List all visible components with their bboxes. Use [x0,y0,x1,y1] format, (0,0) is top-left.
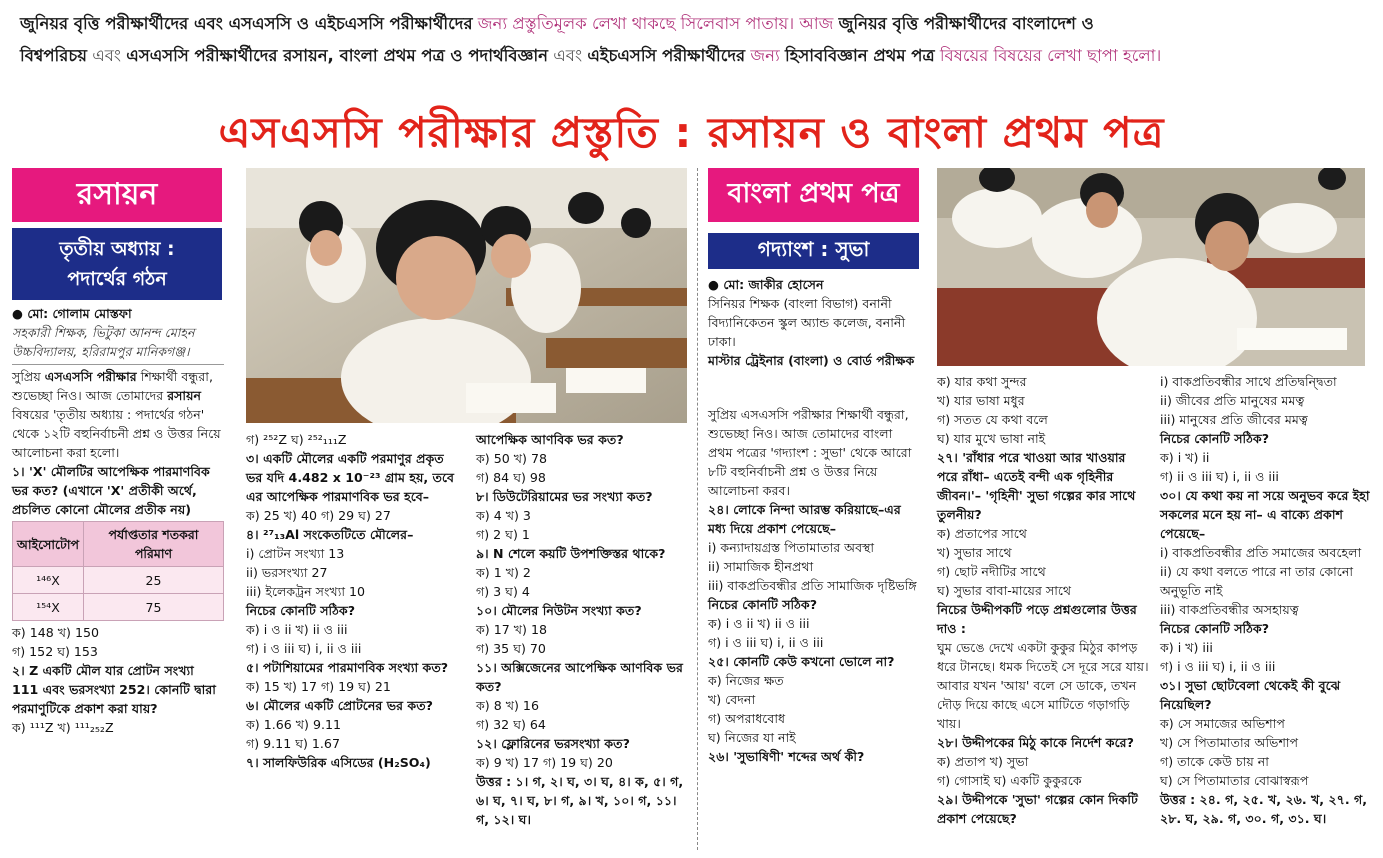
question-text: ২৭। 'রাঁধার পরে খাওয়া আর খাওয়ার পরে রাঁধা– এতেই বন্দী এক গৃহিনীর জীবন।'– 'গৃহিনী' সুভা গল্পের কার সাথে তুলনীয়? [937,450,1136,522]
question-text: নিচের কোনটি সঠিক? [246,603,355,618]
column-divider [697,168,698,850]
intro-text-run: এসএসসি পরীক্ষার্থীদের রসায়ন, বাংলা প্রথম পত্র ও পদার্থবিজ্ঞান [126,46,548,65]
question-text: ৩। একটি মৌলের একটি পরমাণুর প্রকৃত ভর যদি 4.482 x 10⁻²³ গ্রাম হয়, তবে এর আপেক্ষিক পারমাণবিক ভর হবে– [246,451,455,504]
table-cell: 75 [83,594,223,621]
question-text: ৩০। যে কথা কয় না সয়ে অনুভব করে ইহা সকলের মনে হয় না– এ বাক্যে প্রকাশ পেয়েছে– [1160,488,1370,541]
option-text: ক) সে সমাজের অভিশাপ [1160,716,1285,731]
option-text: ক) i খ) ii [1160,450,1210,465]
question-text: ৫। পটাশিয়ামের পারমাণবিক সংখ্যা কত? [246,660,449,675]
option-text: সুপ্রিয় এসএসসি পরীক্ষার শিক্ষার্থী বন্ধুরা, শুভেচ্ছা নিও। আজ তোমাদের বাংলা প্রথম পত্রের 'গদ্যাংশ : সুভা' থেকে আরো ৮টি বহুনির্বাচনী প্রশ্ন ও উত্তর নিয়ে আলোচনা করব। [708,407,912,498]
intro-text-run: এইচএসসি পরীক্ষার্থীদের [587,46,746,65]
intro-text-run: এবং [86,46,127,65]
chem-question-1: ১। 'X' মৌলটির আপেক্ষিক পারমাণবিক ভর কত? (এখানে 'X' প্রতীকী অর্থে, প্রচলিত কোনো মৌলের প্রতীক নয়) [12,464,210,517]
question-text: ৮। ডিউটেরিয়ামের ভর সংখ্যা কত? [476,489,653,504]
option-text: ক) প্রতাপের সাথে [937,526,1027,541]
option-text: i) প্রোটন সংখ্যা 13 [246,546,345,561]
option-text: ii) যে কথা বলতে পারে না তার কোনো অনুভূতি নাই [1160,564,1354,598]
intro-line-1 [20,8,1365,40]
option-text: ii) জীবের প্রতি মানুষের মমত্ব [1160,393,1305,408]
bangla-role: মাস্টার ট্রেইনার (বাংলা) ও বোর্ড পরীক্ষক [708,353,915,368]
question-text: ৬। মৌলের একটি প্রোটনের ভর কত? [246,698,433,713]
option-text: ii) ভরসংখ্যা 27 [246,565,328,580]
question-text: নিচের কোনটি সঠিক? [1160,621,1269,636]
question-text: ১১। অক্সিজেনের আপেক্ষিক আণবিক ভর কত? [476,660,683,694]
chem-affiliation: সহকারী শিক্ষক, ভিটুকা আনন্দ মোহন উচ্চবিদ্যালয়, হরিরামপুর মানিকগঞ্জ। [12,325,195,359]
option-text: ক) 1 খ) 2 [476,565,531,580]
option-text: গ) তাকে কেউ চায় না [1160,754,1269,769]
option-text: iii) বাকপ্রতিবন্ধীর অসহায়ত্ব [1160,602,1299,617]
option-text: গ) গোসাই ঘ) একটি কুকুরকে [937,773,1082,788]
intro-text-run: জন্য [745,46,786,65]
table-cell: ¹⁴⁶X [13,567,84,594]
question-text: ১০। মৌলের নিউটন সংখ্যা কত? [476,603,642,618]
question-text: নিচের উদ্দীপকটি পড়ে প্রশ্নগুলোর উত্তর দাও : [937,602,1137,636]
chem-q1-options: ক) 148 খ) 150 [12,625,99,640]
option-text: ক) i ও ii খ) ii ও iii [246,622,348,637]
option-text: গ) ii ও iii ঘ) i, ii ও iii [1160,469,1279,484]
bangla-subject-banner: বাংলা প্রথম পত্র [708,168,919,222]
option-text: i) বাকপ্রতিবন্ধীর প্রতি সমাজের অবহেলা [1160,545,1362,560]
chem-column-2 [246,430,458,772]
option-text: গ) অপরাধবোধ [708,711,786,726]
question-text: ২৫। কোনটি কেউ কখনো ভোলে না? [708,654,895,669]
option-text: ঘ) সে পিতামাতার বোঝাস্বরূপ [1160,773,1309,788]
answer-key: উত্তর : ২৪. গ, ২৫. খ, ২৬. খ, ২৭. গ, ২৮. ঘ, ২৯. গ, ৩০. গ, ৩১. ঘ। [1160,792,1368,826]
option-text: ক) 50 খ) 78 [476,451,547,466]
chem-q1-options: গ) 152 ঘ) 153 [12,644,98,659]
exam-hall-photo-1 [246,168,687,423]
option-text: গ) 32 ঘ) 64 [476,717,546,732]
chem-q2-options: ক) ¹¹¹Z খ) ¹¹¹₂₅₂Z [12,720,114,735]
option-text: খ) সুভার সাথে [937,545,1012,560]
option-text: iii) মানুষের প্রতি জীবের মমত্ব [1160,412,1308,427]
answer-key: উত্তর : ১। গ, ২। ঘ, ৩। ঘ, ৪। ক, ৫। গ, ৬। ঘ, ৭। ঘ, ৮। গ, ৯। খ, ১০। গ, ১১। গ, ১২। ঘ। [476,774,684,827]
option-text: ক) 4 খ) 3 [476,508,531,523]
table-cell: 25 [83,567,223,594]
bangla-affiliation: সিনিয়র শিক্ষক (বাংলা বিভাগ) বনানী বিদ্যানিকেতন স্কুল অ্যান্ড কলেজ, বনানী ঢাকা। [708,296,906,349]
option-text: গ) সতত যে কথা বলে [937,412,1048,427]
option-text: ঘুম ভেঙে দেখে একটা কুকুর মিঠুর কাপড় ধরে টানছে। ধমক দিতেই সে দূরে সরে যায়। আবার যখন 'আয়' বলে সে ডাকে, তখন দৌড় দিয়ে কাছে এসে মাটিতে গড়াগড়ি খায়। [937,640,1149,731]
question-text: আপেক্ষিক আণবিক ভর কত? [476,432,624,447]
question-text: ২৬। 'সুভাষিণী' শব্দের অর্থ কী? [708,749,865,764]
chem-subject-banner: রসায়ন [12,168,222,222]
question-text: নিচের কোনটি সঠিক? [708,597,817,612]
exam-hall-photo-2 [937,168,1365,366]
option-text: গ) i ও iii ঘ) i, ii ও iii [708,635,824,650]
intro-text-run: জন্য প্রস্তুতিমূলক লেখা থাকছে সিলেবাস পাতায়। আজ [472,14,839,33]
bangla-column-1 [708,405,919,766]
question-text: ২৮। উদ্দীপকের মিঠু কাকে নির্দেশ করে? [937,735,1134,750]
question-text: ৩১। সুভা ছোটবেলা থেকেই কী বুঝে নিয়েছিল? [1160,678,1341,712]
option-text: ঘ) সুভার বাবা-মায়ের সাথে [937,583,1072,598]
option-text: গ) ছোট নদীটির সাথে [937,564,1046,579]
table-row [13,567,224,594]
bangla-column-3 [1160,372,1372,828]
option-text: ক) i ও ii খ) ii ও iii [708,616,810,631]
question-text: ২৯। উদ্দীপকে 'সুভা' গল্পের কোন দিকটি প্রকাশ পেয়েছে? [937,792,1138,826]
option-text: ঘ) নিজের যা নাই [708,730,796,745]
option-text: গ) ²⁵²Z ঘ) ²⁵²₁₁₁Z [246,432,347,447]
table-header: আইসোটোপ [13,522,84,567]
option-text: গ) 35 ঘ) 70 [476,641,546,656]
intro-text [20,8,1365,72]
option-text: ক) 15 খ) 17 গ) 19 ঘ) 21 [246,679,391,694]
intro-text-run: বিশ্বপরিচয় [20,46,87,65]
option-text: ঘ) যার মুখে ভাষা নাই [937,431,1046,446]
option-text: ক) 8 খ) 16 [476,698,539,713]
option-text: গ) i ও iii ঘ) i, ii ও iii [246,641,362,656]
option-text: ক) নিজের ক্ষত [708,673,784,688]
chem-column-3 [476,430,688,829]
question-text: ২৪। লোকে নিন্দা আরম্ভ করিয়াছে–এর মধ্য দিয়ে প্রকাশ পেয়েছে– [708,502,901,536]
option-text: গ) 3 ঘ) 4 [476,584,530,599]
option-text: খ) সে পিতামাতার অভিশাপ [1160,735,1299,750]
page-headline: এসএসসি পরীক্ষার প্রস্তুতি : রসায়ন ও বাংলা প্রথম পত্র [218,108,1165,157]
table-header: পর্যাপ্ততার শতকরা পরিমাণ [83,522,223,567]
option-text: iii) বাকপ্রতিবন্ধীর প্রতি সামাজিক দৃষ্টিভঙ্গি [708,578,917,593]
intro-line-2 [20,40,1365,72]
option-text: গ) 9.11 ঘ) 1.67 [246,736,340,751]
intro-text-run: হিসাববিজ্ঞান প্রথম পত্র [785,46,935,65]
chem-intro-paragraph: সুপ্রিয় এসএসসি পরীক্ষার শিক্ষার্থী বন্ধুরা, শুভেচ্ছা নিও। আজ তোমাদের রসায়ন বিষয়ের 'তৃতীয় অধ্যায় : পদার্থের গঠন' থেকে ১২টি বহুনির্বাচনী প্রশ্ন ও উত্তর নিয়ে আলোচনা করা হলো। [12,369,221,460]
chem-author: ● মো: গোলাম মোস্তফা [12,306,132,321]
option-text: iii) ইলেকট্রন সংখ্যা 10 [246,584,366,599]
option-text: ক) যার কথা সুন্দর [937,374,1027,389]
intro-text-run: এবং [548,46,588,65]
option-text: i) বাকপ্রতিবন্ধীর সাথে প্রতিদ্বন্দ্বিতা [1160,374,1337,389]
table-cell: ¹⁵⁴X [13,594,84,621]
bangla-column-2 [937,372,1149,828]
intro-text-run: জুনিয়র বৃত্তি পরীক্ষার্থীদের বাংলাদেশ ও [838,14,1094,33]
chem-question-2: ২। Z একটি মৌল যার প্রোটন সংখ্যা 111 এবং ভরসংখ্যা 252। কোনটি দ্বারা পরমাণুটিকে প্রকাশ করা যায়? [12,663,216,716]
intro-text-run: জুনিয়র বৃত্তি পরীক্ষার্থীদের এবং এসএসসি ও এইচএসসি পরীক্ষার্থীদের [20,14,473,33]
question-text: ৯। N শেলে কয়টি উপশক্তিস্তর থাকে? [476,546,666,561]
option-text: গ) 2 ঘ) 1 [476,527,530,542]
option-text: ক) প্রতাপ খ) সুভা [937,754,1029,769]
option-text: ii) সামাজিক হীনপ্রথা [708,559,814,574]
option-text: গ) 84 ঘ) 98 [476,470,546,485]
bangla-topic-banner: গদ্যাংশ : সুভা [708,233,919,269]
option-text: খ) যার ভাষা মধুর [937,393,1025,408]
option-text: গ) i ও iii ঘ) i, ii ও iii [1160,659,1276,674]
chem-chapter-banner: তৃতীয় অধ্যায় : পদার্থের গঠন [12,228,222,300]
question-text: নিচের কোনটি সঠিক? [1160,431,1269,446]
bangla-author: ● মো: জাকীর হোসেন [708,277,824,292]
isotope-table [12,521,224,621]
option-text: ক) 17 খ) 18 [476,622,547,637]
divider [12,364,224,365]
question-text: ৭। সালফিউরিক এসিডের (H₂SO₄) [246,755,431,770]
table-row [13,594,224,621]
option-text: i) কন্যাদায়গ্রস্ত পিতামাতার অবস্থা [708,540,875,555]
option-text: ক) 9 খ) 17 গ) 19 ঘ) 20 [476,755,613,770]
option-text: ক) 1.66 খ) 9.11 [246,717,341,732]
option-text: ক) 25 খ) 40 গ) 29 ঘ) 27 [246,508,391,523]
option-text: ক) i খ) iii [1160,640,1213,655]
intro-text-run: বিষয়ের বিষয়ের লেখা ছাপা হলো। [934,46,1162,65]
option-text: খ) বেদনা [708,692,756,707]
question-text: ৪। ²⁷₁₃Al সংকেতটিতে মৌলের– [246,527,414,542]
question-text: ১২। ফ্লোরিনের ভরসংখ্যা কত? [476,736,630,751]
